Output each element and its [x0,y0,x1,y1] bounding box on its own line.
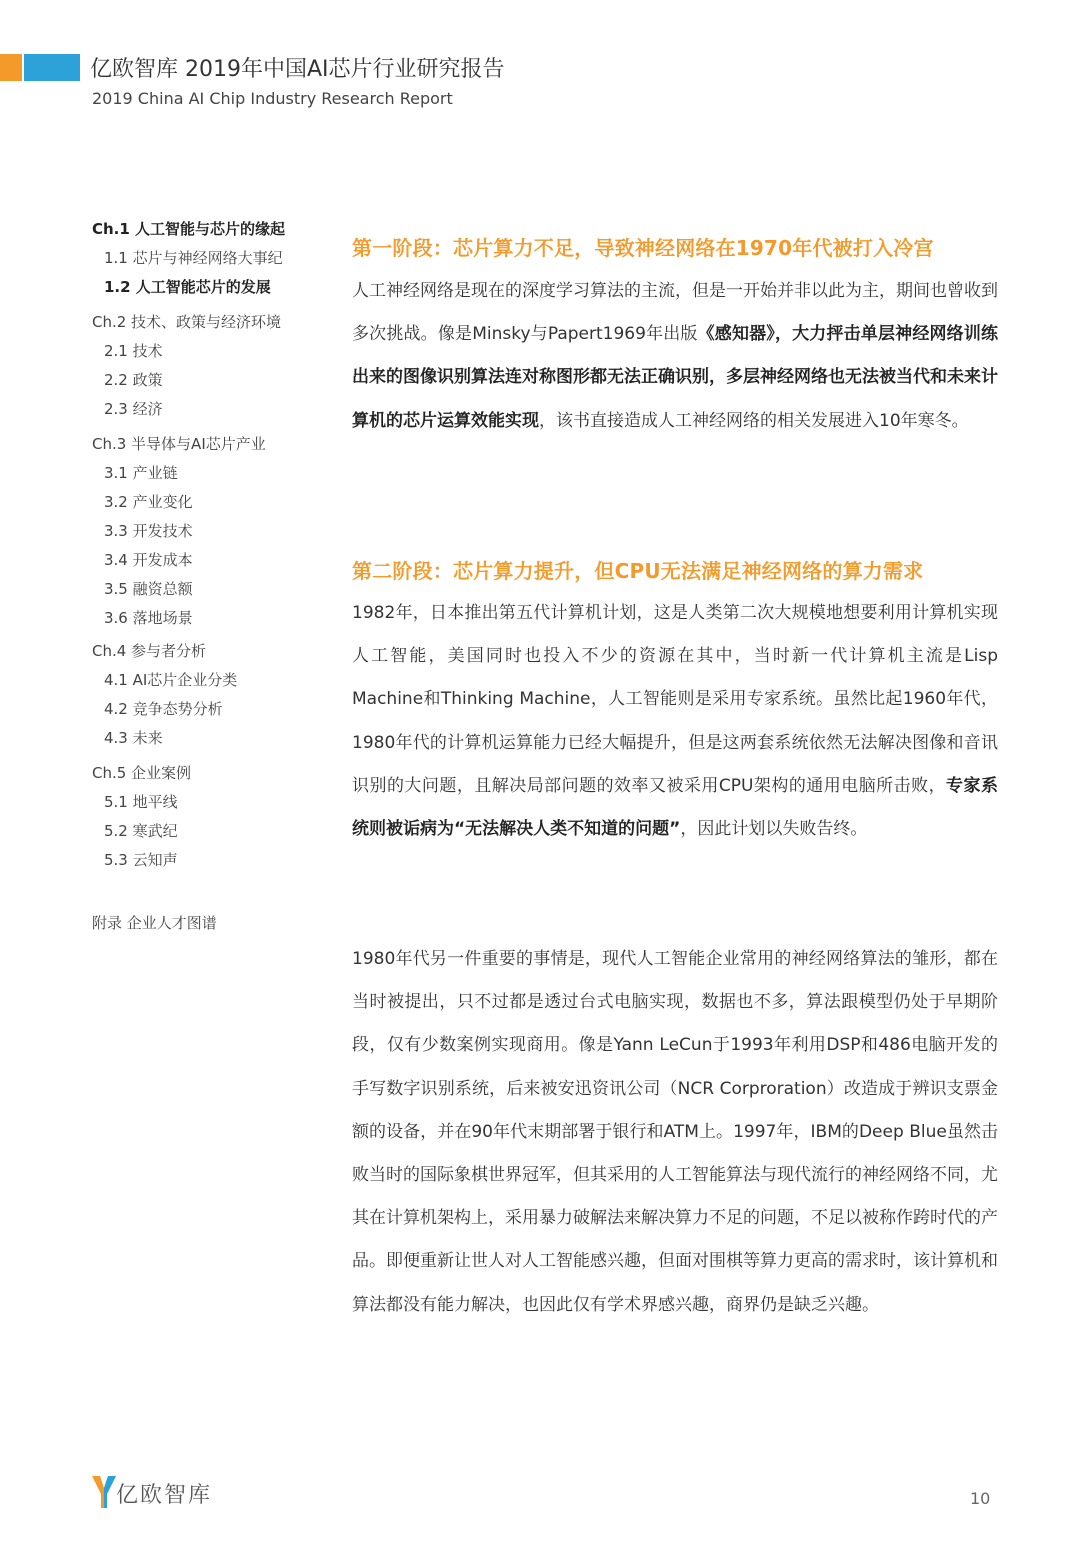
toc-ch3[interactable]: Ch.3 半导体与AI芯片产业 [92,435,266,453]
s1-text-bold: 《感知器》，大力抨击单层神经网络训练出来的图像识别算法连对称图形都无法正确识别，多层神经网络也无法被当代和未来计算机的芯片运算效能实现 [352,324,998,431]
toc-3-2[interactable]: 3.2 产业变化 [104,493,193,511]
s1-text-c: ，该书直接造成人工神经网络的相关发展进入10年寒冬。 [539,410,969,431]
toc-4-2[interactable]: 4.2 竞争态势分析 [104,700,223,718]
toc-1-2[interactable]: 1.2 人工智能芯片的发展 [104,278,271,296]
section-1-title: 第一阶段：芯片算力不足，导致神经网络在1970年代被打入冷宫 [352,236,934,260]
toc-2-3[interactable]: 2.3 经济 [104,400,163,418]
toc-3-5[interactable]: 3.5 融资总额 [104,580,193,598]
toc-ch1[interactable]: Ch.1 人工智能与芯片的缘起 [92,220,286,238]
toc-appendix[interactable]: 附录 企业人才图谱 [92,914,217,932]
toc-5-1[interactable]: 5.1 地平线 [104,793,178,811]
header-accent-orange [0,54,22,81]
toc-4-3[interactable]: 4.3 未来 [104,729,163,747]
section-1-paragraph [352,270,998,443]
report-title: 亿欧智库 2019年中国AI芯片行业研究报告 [90,57,505,82]
toc-5-3[interactable]: 5.3 云知声 [104,851,178,869]
toc-ch2[interactable]: Ch.2 技术、政策与经济环境 [92,313,282,331]
header-accent-blue [24,54,80,81]
report-subtitle: 2019 China AI Chip Industry Research Report [92,89,453,108]
toc-3-1[interactable]: 3.1 产业链 [104,464,178,482]
s2-text-bold: 专家系统则被诟病为“无法解决人类不知道的问题” [352,775,998,840]
toc-3-3[interactable]: 3.3 开发技术 [104,522,193,540]
toc-4-1[interactable]: 4.1 AI芯片企业分类 [104,671,238,689]
toc-2-1[interactable]: 2.1 技术 [104,342,163,360]
toc-3-6[interactable]: 3.6 落地场景 [104,609,193,627]
toc-2-2[interactable]: 2.2 政策 [104,371,163,389]
footer-logo-text: 亿欧智库 [116,1483,213,1508]
toc-3-4[interactable]: 3.4 开发成本 [104,551,193,569]
s1-text-a: 人工神经网络是现在的深度学习算法的主流，但是一开始并非以此为主，期间也曾收到多次挑战。像是Minsky与Papert1969年出版 [352,281,998,345]
s2-text-a: 1982年，日本推出第五代计算机计划，这是人类第二次大规模地想要利用计算机实现人工智能，美国同时也投入不少的资源在其中，当时新一代计算机主流是Lisp Machine和Thinking Machine，人工智能则是采用专家系统。虽然比起1960年代，1980年代的计算机运算能力已经大幅提升，但是这两套系统依然无法解决图像和音讯识别的大问题，且解决局部问题的效率又被采用CPU架构的通用电脑所击败， [352,603,998,796]
toc-5-2[interactable]: 5.2 寒武纪 [104,822,178,840]
section-3-paragraph: 1980年代另一件重要的事情是，现代人工智能企业常用的神经网络算法的雏形，都在当时被提出，只不过都是透过台式电脑实现，数据也不多，算法跟模型仍处于早期阶段，仅有少数案例实现商用。像是Yann LeCun于1993年利用DSP和486电脑开发的手写数字识别系统，后来被安迅资讯公司（NCR Corproration）改造成于辨识支票金额的设备，并在90年代末期部署于银行和ATM上。1997年，IBM的Deep Blue虽然击败当时的国际象棋世界冠军，但其采用的人工智能算法与现代流行的神经网络不同，尤其在计算机架构上，采用暴力破解法来解决算力不足的问题，不足以被称作跨时代的产品。即便重新让世人对人工智能感兴趣，但面对围棋等算力更高的需求时，该计算机和算法都没有能力解决，也因此仅有学术界感兴趣，商界仍是缺乏兴趣。 [352,949,998,1315]
section-2-title: 第二阶段：芯片算力提升，但CPU无法满足神经网络的算力需求 [352,559,924,583]
toc-ch5[interactable]: Ch.5 企业案例 [92,764,192,782]
s2-text-c: ，因此计划以失败告终。 [680,819,868,840]
section-2-paragraph [352,592,998,851]
toc-ch4[interactable]: Ch.4 参与者分析 [92,642,207,660]
toc-1-1[interactable]: 1.1 芯片与神经网络大事纪 [104,249,283,267]
page-number: 10 [970,1489,991,1508]
